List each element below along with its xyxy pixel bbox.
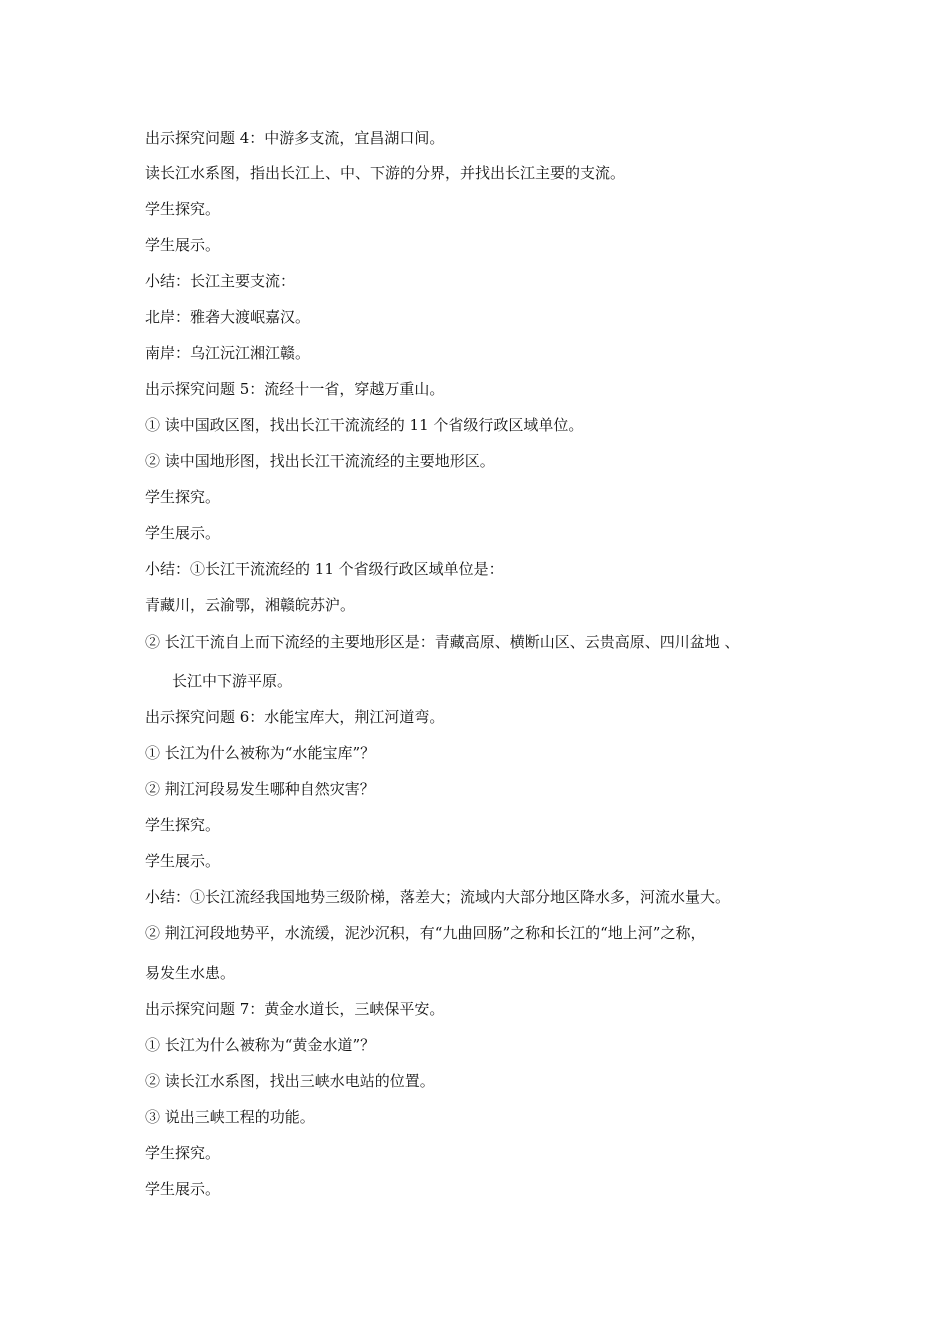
list-item: ① 长江为什么被称为“黄金水道”？ [145, 1036, 376, 1054]
list-item: ① 长江为什么被称为“水能宝库”？ [145, 744, 376, 762]
question-4-heading: 出示探究问题 4：中游多支流，宜昌湖口间。 [145, 129, 445, 147]
paragraph: 学生展示。 [145, 236, 221, 254]
list-item-continuation: 长江中下游平原。 [172, 672, 293, 690]
paragraph: 学生探究。 [145, 816, 221, 834]
summary-label: 小结：①长江干流流经的 11 个省级行政区域单位是： [145, 560, 504, 578]
paragraph: 读长江水系图，指出长江上、中、下游的分界，并找出长江主要的支流。 [145, 164, 626, 182]
question-6-heading: 出示探究问题 6：水能宝库大，荆江河道弯。 [145, 708, 445, 726]
summary-label: 小结：①长江流经我国地势三级阶梯，落差大；流域内大部分地区降水多，河流水量大。 [145, 888, 731, 906]
paragraph-continuation: 易发生水患。 [145, 964, 236, 982]
paragraph: 学生探究。 [145, 488, 221, 506]
question-7-heading: 出示探究问题 7：黄金水道长，三峡保平安。 [145, 1000, 445, 1018]
paragraph: 学生展示。 [145, 524, 221, 542]
paragraph: 学生探究。 [145, 1144, 221, 1162]
paragraph: 青藏川，云渝鄂，湘赣皖苏沪。 [145, 596, 356, 614]
summary-label: 小结：长江主要支流： [145, 272, 296, 290]
paragraph: 北岸：雅砻大渡岷嘉汉。 [145, 308, 311, 326]
question-5-heading: 出示探究问题 5：流经十一省，穿越万重山。 [145, 380, 445, 398]
paragraph: 学生展示。 [145, 852, 221, 870]
paragraph: 学生展示。 [145, 1180, 221, 1198]
paragraph: 南岸：乌江沅江湘江赣。 [145, 344, 311, 362]
paragraph: ② 荆江河段地势平，水流缓，泥沙沉积，有“九曲回肠”之称和长江的“地上河”之称， [145, 924, 706, 942]
list-item: ② 长江干流自上而下流经的主要地形区是：青藏高原、横断山区、云贵高原、四川盆地 、 [145, 633, 740, 651]
list-item: ② 荆江河段易发生哪种自然灾害？ [145, 780, 375, 798]
list-item: ③ 说出三峡工程的功能。 [145, 1108, 315, 1126]
list-item: ① 读中国政区图，找出长江干流流经的 11 个省级行政区域单位。 [145, 416, 584, 434]
list-item: ② 读长江水系图，找出三峡水电站的位置。 [145, 1072, 435, 1090]
paragraph: 学生探究。 [145, 200, 221, 218]
list-item: ② 读中国地形图，找出长江干流流经的主要地形区。 [145, 452, 495, 470]
